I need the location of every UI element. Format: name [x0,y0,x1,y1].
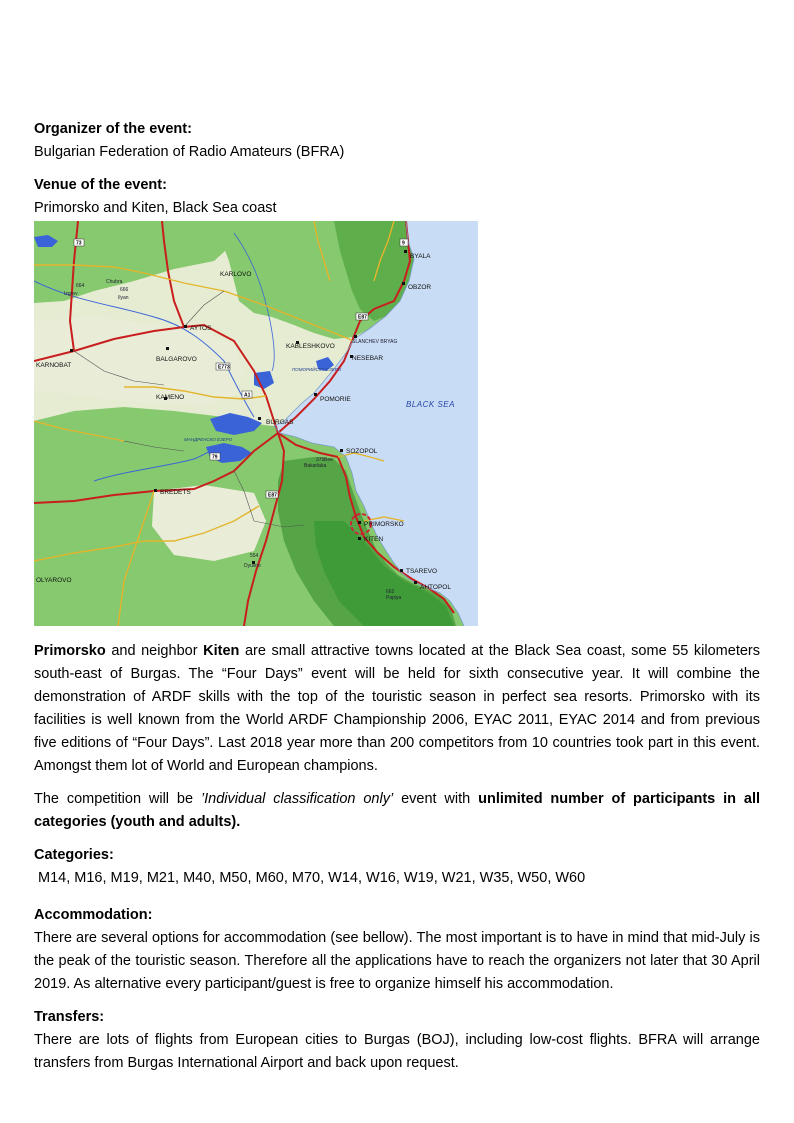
venue-heading: Venue of the event: [34,177,167,193]
map-town-label: BURGAS [266,419,294,426]
svg-text:9: 9 [402,240,405,247]
map-town-label: AHTOPOL [420,584,451,591]
competition-text-2: event with [393,791,479,807]
organizer-heading: Organizer of the event: [34,121,192,137]
competition-text-1: The competition will be [34,791,201,807]
map-town-label: PRIMORSKO [364,521,404,528]
map-town-label: BYALA [410,253,431,260]
map-peak-label: 554 [250,553,259,559]
map-town-label: BALGAROVO [156,356,197,363]
accommodation-text: There are several options for accommodation (see bellow). The most important is to have in mind that mid-July is the peak of the touristic season. Therefore all the applications have to reach the organizers not later that 30 April 2019. As alternative every participant/guest is free to organize himself his accommodation. [34,930,760,992]
map-peak-label: 664 [76,283,85,289]
map-town-label: Bee [324,457,333,463]
svg-text:E87: E87 [358,314,367,321]
intro-kiten: Kiten [203,643,240,659]
svg-text:73: 73 [76,240,82,247]
map-town-label: POMORIE [320,396,351,403]
map-town-label: Izgrev [64,291,78,297]
svg-text:E87: E87 [268,492,277,499]
map-town-label: AYTOS [190,325,212,332]
map-peak-label: 662 [386,589,395,595]
map-peak-label: 375 [316,457,325,463]
map-town-label: KARLOVO [220,271,252,278]
intro-primorsko: Primorsko [34,643,106,659]
transfers-text: There are lots of flights from European cities to Burgas (BOJ), including low-cost flights. BFRA will arrange transfers from Burgas International Airport and back upon request. [34,1032,760,1071]
map-town-label: Ilyan [118,295,129,301]
map-town-label: Dyulino [244,563,261,569]
intro-paragraph [34,640,760,778]
map-town-label: KITEN [364,536,384,543]
map-lake-label: МАНДРЕНСКО ЕЗЕРО [184,437,233,442]
svg-text:79: 79 [212,454,218,461]
map-town-label: KAMENO [156,394,185,401]
categories-heading: Categories: [34,847,114,863]
map-town-label: OLYAROVO [36,577,72,584]
competition-participants: unlimited number of participants in all categories (youth and adults). [34,791,761,830]
map-town-label: NESEBAR [352,355,384,362]
svg-text:E773: E773 [218,364,230,371]
venue-text: Primorsko and Kiten, Black Sea coast [34,200,277,216]
map-town-label: Papiya [386,595,402,601]
categories-text: M14, M16, M19, M21, M40, M50, M60, M70, W14, W16, W19, W21, W35, W50, W60 [34,870,586,886]
transfers-heading: Transfers: [34,1009,105,1025]
intro-text-2: are small attractive towns located at the Black Sea coast, some 55 kilometers south-east of Burgas. The “Four Days” event will be held for sixth consecutive year. It will combine the demonstration of ARDF skills with the top of the touristic season in perfect sea resorts. Primorsko with its facilities is well known from the World ARDF Championship 2006, EYAC 2011, EYAC 2014 and from previous five editions of “Four Days”. Last 2018 year more than 200 competitors from 10 countries took part in this event. Amongst them lot of World and European champions. [34,643,760,774]
map-lake-label: ПОМОРИЙСКО ЕЗЕРО [292,367,342,372]
black-sea-label: BLACK SEA [406,400,455,409]
intro-text-1: and neighbor [105,643,204,659]
organizer-text: Bulgarian Federation of Radio Amateurs (BFRA) [34,144,345,160]
map-town-label: Bakarlaka [304,463,327,469]
map-town-label: KABLESHKOVO [286,343,335,350]
competition-classification: ’Individual classification only’ [200,791,394,807]
map-town-label: OBZOR [408,284,432,291]
map-town-label: Chubra [106,279,123,285]
competition-paragraph [34,788,760,834]
map-town-label: SLANCHEV BRYAG [352,339,398,345]
venue-map [34,221,478,626]
document-page [34,118,760,1075]
map-town-label: KARNOBAT [36,362,72,369]
accommodation-heading: Accommodation: [34,907,153,923]
map-town-label: BREDETS [160,489,191,496]
map-town-label: TSAREVO [406,568,438,575]
map-peak-label: 666 [120,287,129,293]
svg-text:A1: A1 [244,392,251,399]
map-town-label: SOZOPOL [346,448,378,455]
